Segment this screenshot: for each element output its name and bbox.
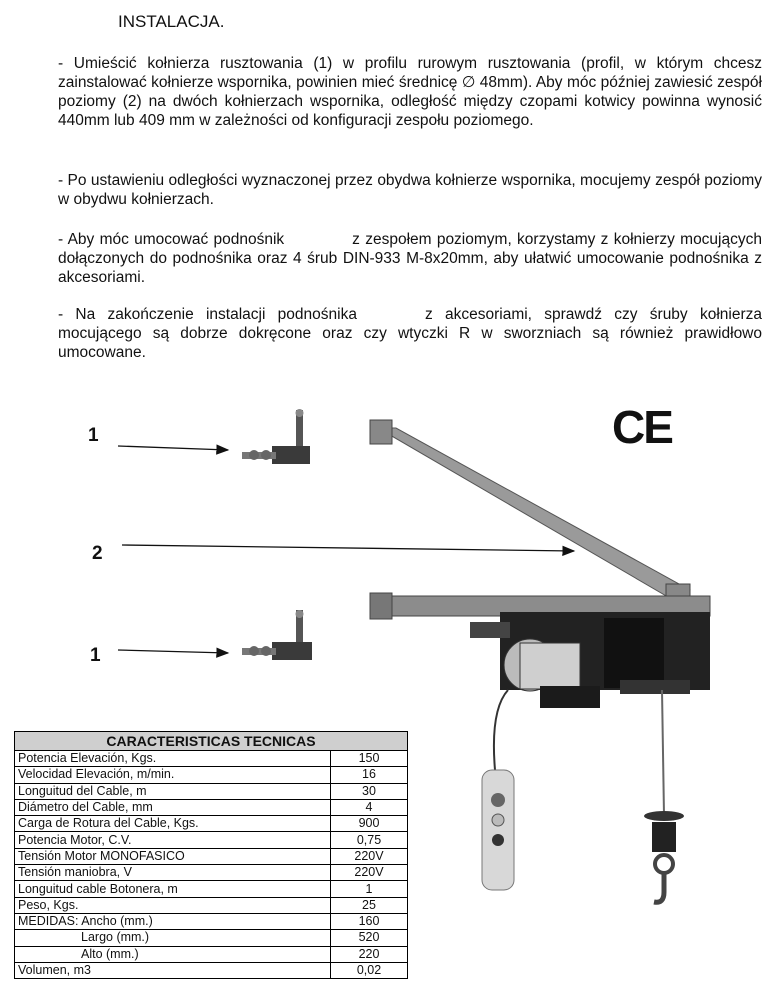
spec-label: Alto (mm.)	[15, 946, 331, 962]
table-row	[15, 913, 408, 929]
table-row	[15, 865, 408, 881]
spec-value: 220V	[331, 865, 408, 881]
paragraph-1: - Umieścić kołnierza rusztowania (1) w profilu rurowym rusztowania (profil, w którym chcesz zainstalować kołnierze wspornika, powinien mieć średnicę ∅ 48mm). Aby móc później zawiesić zespół poziomy (2) na dwóch kołnierzach wspornika, odległość między czopami kotwicy powinna wynosić 440mm lub 409 mm w zależności od konfiguracji zespołu poziomego.	[58, 55, 762, 129]
paragraph-4-start: - Na zakończenie instalacji podnośnika	[58, 306, 357, 323]
spec-label: Tensión maniobra, V	[15, 865, 331, 881]
table-row	[15, 751, 408, 767]
spec-value: 1	[331, 881, 408, 897]
table-row	[15, 881, 408, 897]
callout-1-bottom: 1	[90, 645, 101, 666]
table-row	[15, 767, 408, 783]
spec-value: 220	[331, 946, 408, 962]
spec-value: 220V	[331, 848, 408, 864]
arrow-middle	[122, 545, 574, 551]
spec-value: 25	[331, 897, 408, 913]
callout-1-top: 1	[88, 425, 99, 446]
spec-label: MEDIDAS: Ancho (mm.)	[15, 913, 331, 929]
spec-label: Velocidad Elevación, m/min.	[15, 767, 331, 783]
arrow-top	[118, 446, 228, 450]
table-row	[15, 832, 408, 848]
spec-value: 900	[331, 816, 408, 832]
spec-label: Volumen, m3	[15, 962, 331, 978]
pendant-control	[482, 690, 514, 890]
callout-2: 2	[92, 543, 103, 564]
spec-label: Largo (mm.)	[15, 930, 331, 946]
paragraph-3-end: z zespołem poziomym, korzystamy z kołnierzy mocujących dołączonych do podnośnika oraz 4 śrub DIN-933 M-8x20mm, aby ułatwić umocowanie podnośnika z akcesoriami.	[58, 231, 762, 286]
spec-value: 150	[331, 751, 408, 767]
spec-label: Peso, Kgs.	[15, 897, 331, 913]
table-row	[15, 897, 408, 913]
paragraph-3-start: - Aby móc umocować podnośnik	[58, 231, 285, 248]
table-row	[15, 946, 408, 962]
paragraph-4-end: z akcesoriami, sprawdź czy śruby kołnierza mocującego są dobrze dokręcone oraz czy wtyczki R w sworzniach są również prawidłowo umocowane.	[58, 306, 762, 361]
spec-value: 30	[331, 783, 408, 799]
paragraph-2: - Po ustawieniu odległości wyznaczonej przez obydwa kołnierze wspornika, mocujemy zespół poziomy w obydwu kołnierzach.	[58, 172, 762, 208]
paragraph-3	[58, 230, 762, 287]
bracket-clamp-top	[242, 409, 310, 464]
table-row	[15, 816, 408, 832]
ce-mark: CE	[612, 401, 672, 453]
bracket-clamp-bottom	[242, 610, 312, 660]
arrow-bottom	[118, 650, 228, 653]
spec-value: 160	[331, 913, 408, 929]
spec-table	[14, 731, 408, 979]
table-row	[15, 930, 408, 946]
spec-value: 16	[331, 767, 408, 783]
spec-label: Potencia Elevación, Kgs.	[15, 751, 331, 767]
spec-label: Potencia Motor, C.V.	[15, 832, 331, 848]
spec-label: Diámetro del Cable, mm	[15, 799, 331, 815]
page-heading: INSTALACJA.	[118, 12, 225, 31]
table-row	[15, 783, 408, 799]
spec-table-title: CARACTERISTICAS TECNICAS	[15, 732, 408, 751]
spec-label: Longuitud del Cable, m	[15, 783, 331, 799]
spec-value: 0,02	[331, 962, 408, 978]
table-row	[15, 799, 408, 815]
spec-label: Tensión Motor MONOFASICO	[15, 848, 331, 864]
spec-label: Longuitud cable Botonera, m	[15, 881, 331, 897]
spec-label: Carga de Rotura del Cable, Kgs.	[15, 816, 331, 832]
spec-value: 0,75	[331, 832, 408, 848]
paragraph-4	[58, 305, 762, 362]
spec-value: 4	[331, 799, 408, 815]
table-row	[15, 962, 408, 978]
spec-value: 520	[331, 930, 408, 946]
table-row	[15, 848, 408, 864]
cable-and-hook	[644, 690, 684, 902]
spec-table-header-row	[15, 732, 408, 751]
